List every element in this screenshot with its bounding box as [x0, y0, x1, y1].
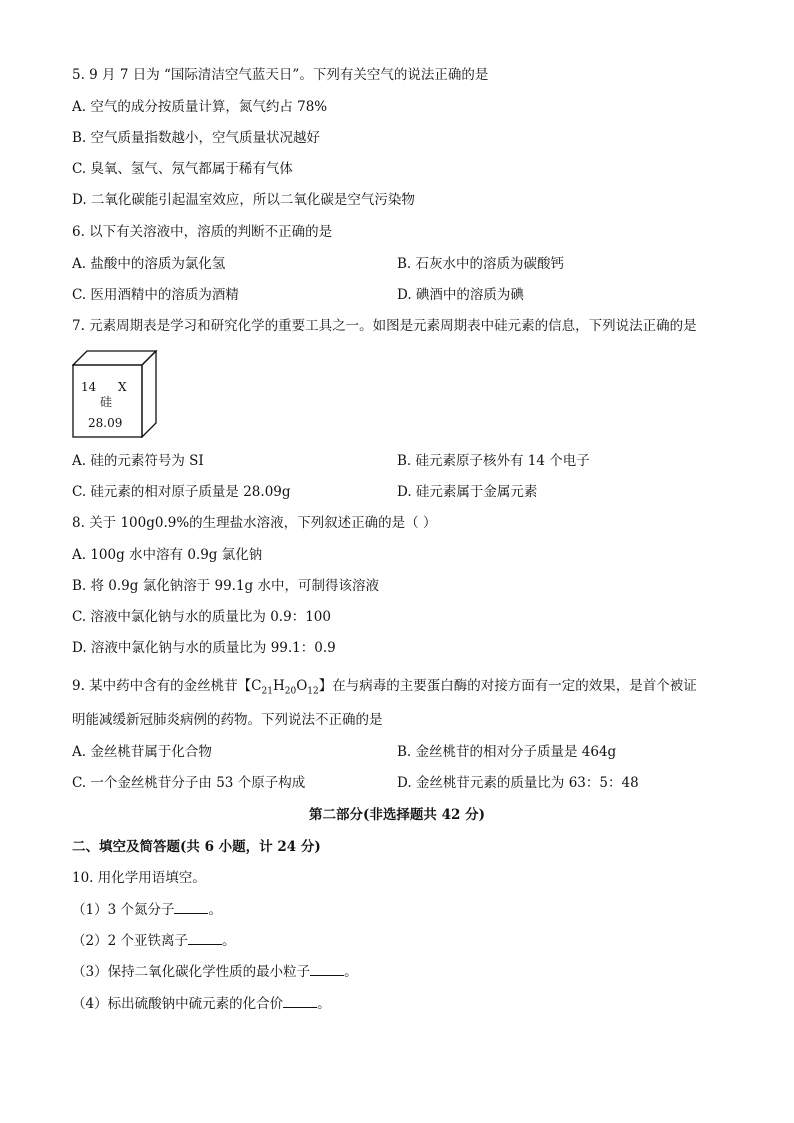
q9-option-a: A. 金丝桃苷属于化合物 [72, 744, 212, 760]
q10-stem: 10. 用化学用语填空。 [72, 870, 206, 886]
q8-option-b: B. 将 0.9g 氯化钠溶于 99.1g 水中，可制得该溶液 [72, 578, 379, 594]
q8-stem: 8. 关于 100g0.9%的生理盐水溶液，下列叙述正确的是（ ） [72, 515, 437, 531]
q6-option-b: B. 石灰水中的溶质为碳酸钙 [397, 256, 565, 272]
q10-item-3-text: （3）保持二氧化碳化学性质的最小粒子 [72, 964, 311, 980]
q6-option-c: C. 医用酒精中的溶质为酒精 [72, 287, 239, 303]
silicon-element-cube [72, 350, 158, 438]
q5-option-d: D. 二氧化碳能引起温室效应，所以二氧化碳是空气污染物 [72, 192, 415, 208]
q9-stem-line2: 明能减缓新冠肺炎病例的药物。下列说法不正确的是 [72, 712, 383, 728]
q5-option-a: A. 空气的成分按质量计算，氮气约占 78% [72, 99, 328, 115]
q8-option-d: D. 溶液中氯化钠与水的质量比为 99.1：0.9 [72, 640, 336, 656]
q10-item-2-end: 。 [221, 933, 236, 949]
q7-option-b: B. 硅元素原子核外有 14 个电子 [397, 453, 590, 469]
q9-stem-line1 [72, 677, 697, 701]
answer-blank[interactable] [310, 963, 344, 976]
formula-h-sub: 20 [284, 686, 297, 697]
q6-stem: 6. 以下有关溶液中，溶质的判断不正确的是 [72, 224, 333, 240]
q10-item-4-text: （4）标出硫酸钠中硫元素的化合价 [72, 996, 284, 1012]
q10-item-1-end: 。 [208, 902, 222, 918]
q9-option-c: C. 一个金丝桃苷分子由 53 个原子构成 [72, 775, 306, 791]
q6-option-d: D. 碘酒中的溶质为碘 [397, 287, 524, 303]
q10-item-1-text: （1）3 个氮分子 [72, 902, 175, 918]
atomic-mass: 28.09 [88, 416, 123, 430]
atomic-number: 14 [81, 380, 97, 394]
q8-option-a: A. 100g 水中溶有 0.9g 氯化钠 [72, 547, 263, 563]
formula-o: O [296, 678, 308, 694]
q7-option-c: C. 硅元素的相对原子质量是 28.09g [72, 484, 291, 500]
q10-item-4-end: 。 [317, 996, 331, 1012]
formula-c-sub: 21 [261, 686, 273, 697]
formula-c: C [251, 678, 262, 694]
answer-blank[interactable] [188, 932, 222, 945]
q9-option-d: D. 金丝桃苷元素的质量比为 63：5：48 [397, 775, 639, 791]
q10-item-3 [72, 963, 358, 981]
formula-h: H [272, 678, 285, 694]
q5-stem: 5. 9 月 7 日为 “国际清洁空气蓝天日”。下列有关空气的说法正确的是 [72, 67, 489, 83]
q7-option-a: A. 硅的元素符号为 SI [72, 453, 204, 469]
q9-option-b: B. 金丝桃苷的相对分子质量是 464g [397, 744, 617, 760]
q6-option-a: A. 盐酸中的溶质为氯化氢 [72, 256, 226, 272]
q5-option-b: B. 空气质量指数越小，空气质量状况越好 [72, 130, 321, 146]
q10-item-1 [72, 901, 222, 919]
formula [251, 678, 319, 697]
q9-stem-post: 】在与病毒的主要蛋白酶的对接方面有一定的效果，是首个被证 [318, 678, 697, 694]
q7-option-d: D. 硅元素属于金属元素 [397, 484, 538, 500]
q10-item-2-text: （2）2 个亚铁离子 [72, 933, 188, 949]
answer-blank[interactable] [283, 995, 317, 1008]
q10-item-2 [72, 932, 235, 950]
q10-item-4 [72, 995, 331, 1013]
element-name: 硅 [100, 395, 113, 409]
q7-stem: 7. 元素周期表是学习和研究化学的重要工具之一。如图是元素周期表中硅元素的信息，下列说法正确的是 [72, 318, 697, 334]
q9-stem-pre: 9. 某中药中含有的金丝桃苷【 [72, 678, 252, 694]
element-symbol: X [118, 380, 127, 394]
formula-o-sub: 12 [307, 686, 319, 697]
q10-item-3-end: 。 [344, 964, 358, 980]
q8-option-c: C. 溶液中氯化钠与水的质量比为 0.9：100 [72, 609, 331, 625]
part2-title: 第二部分(非选择题共 42 分) [309, 807, 485, 823]
q5-option-c: C. 臭氧、氢气、氖气都属于稀有气体 [72, 161, 293, 177]
answer-blank[interactable] [174, 901, 208, 914]
section2-title: 二、填空及简答题(共 6 小题，计 24 分) [72, 839, 321, 855]
